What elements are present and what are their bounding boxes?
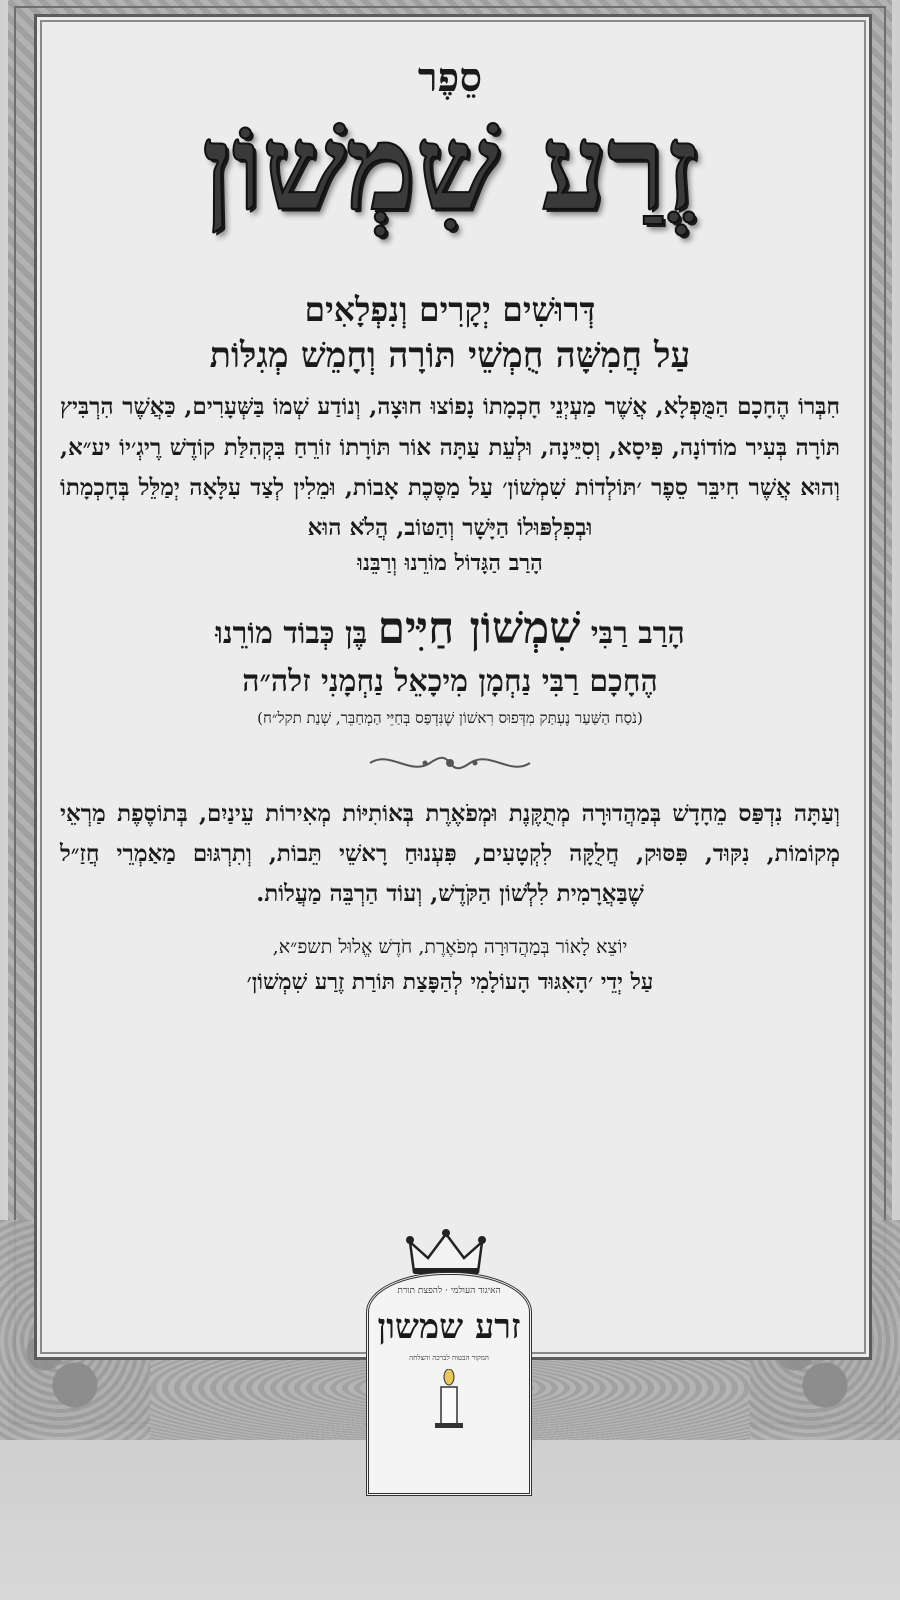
rav-line: הָרַב הַגָּדוֹל מוֹרֵנוּ וְרַבֵּנוּ (357, 550, 543, 577)
author-name-prefix: הָרַב רַבִּי (590, 616, 685, 652)
author-description: חִבְּרוֹ הֶחָכָם הַמֻּפְלָא, אֲשֶׁר מַעְיְנֵי חָכְמָתוֹ נָפוֹצוּ חוּצָה, וְנוֹדַע שְׁמוֹ בַּשְּׁעָרִים, כַּאֲשֶׁר הִרְבִּיץ תּוֹרָה בְּעִיר מוֹדוֹנָה, פִּיסָא, וְסִיֵּינָה, וּלְעֵת עַתָּה אוֹר תּוֹרָתוֹ זוֹרֵחַ בִּקְהִלַּת קוֹדֶשׁ רֶיגְ׳יוֹ יע״א, וְהוּא אֲשֶׁר חִיבֵּר סֵפֶר ׳תּוֹלְדוֹת שִׁמְשׁוֹן׳ עַל מַסֶּכֶת אָבוֹת, וּמֵלִין לְצַד עִלָּאָה יְמַלֵּל בְּחָכְמָתוֹ וּבְפִלְפּוּלוֹ הַיָּשָׁר וְהַטּוֹב, הֲלֹא הוּא (60, 393, 840, 542)
title-page-content (60, 40, 840, 995)
publisher-line: עַל יְדֵי ׳הָאִגּוּד הָעוֹלָמִי לְהַפָּצַת תּוֹרַת זֶרַע שִׁמְשׁוֹן׳ (246, 969, 654, 996)
subtitle-2: עַל חֲמִשָּׁה חֻמְשֵׁי תּוֹרָה וְחָמֵשׁ מְגִלּוֹת (209, 335, 691, 377)
edition-note: (נֹסַח הַשַּׁעַר נֶעְתַּק מִדְּפוּס רִאשׁוֹן שֶׁנִּדְפַּס בְּחַיֵּי הַמְחַבֵּר, שְׁנַת תקל״ח) (257, 708, 643, 727)
candle-icon (429, 1369, 469, 1429)
book-title: זֶרַע שִׁמְשׁוֹן (201, 98, 699, 237)
sefer-label: סֵפֶר (417, 54, 483, 101)
publish-date-line: יוֹצֵא לָאוֹר בְּמַהֲדוּרָה מְפֹאֶרֶת, חֹדֶשׁ אֱלוּל תשפ״א, (272, 936, 628, 959)
author-name-suffix: בֶּן כְּבוֹד מוֹרֵנוּ (215, 616, 368, 652)
subtitle-1: דְּרוּשִׁים יְקָרִים וְנִפְלָאִים (304, 289, 596, 329)
emblem-tablet (366, 1272, 532, 1496)
author-name-line (60, 600, 840, 657)
emblem-arc-text: האיגוד העולמי · להפצת תורת (397, 1286, 501, 1296)
author-name: שִׁמְשׁוֹן חַיִּים (377, 603, 581, 655)
emblem-small-text: המקור הבטוח לברכה והצלחה (409, 1353, 489, 1362)
publisher-emblem (362, 1228, 530, 1490)
divider-ornament (365, 750, 535, 776)
emblem-title: זרע שמשון (377, 1307, 521, 1347)
new-edition-description: וְעַתָּה נִדְפַּס מֵחָדָשׁ בְּמַהֲדוּרָה מְתֻקֶּנֶת וּמְפֹאֶרֶת בְּאוֹתִיּוֹת מְאִירוֹת עֵינַיִם, בְּתוֹסֶפֶת מַרְאֵי מְקוֹמוֹת, נִקּוּד, פִּסּוּק, חֲלֻקָּה לִקְטָעִים, פִּעְנוּחַ רָאשֵׁי תֵּבוֹת, וְתִרְגּוּם מַאַמְרֵי חֲזַ״ל שֶׁבַּאֲרָמִית לִלְשׁוֹן הַקֹּדֶשׁ, וְעוֹד הַרְבֵּה מַעֲלוֹת. (60, 799, 840, 908)
crown-icon (406, 1228, 486, 1278)
father-name-line: הֶחָכָם רַבִּי נַחְמָן מִיכָאֵל נַחְמָנִי זלה״ה (242, 663, 658, 699)
